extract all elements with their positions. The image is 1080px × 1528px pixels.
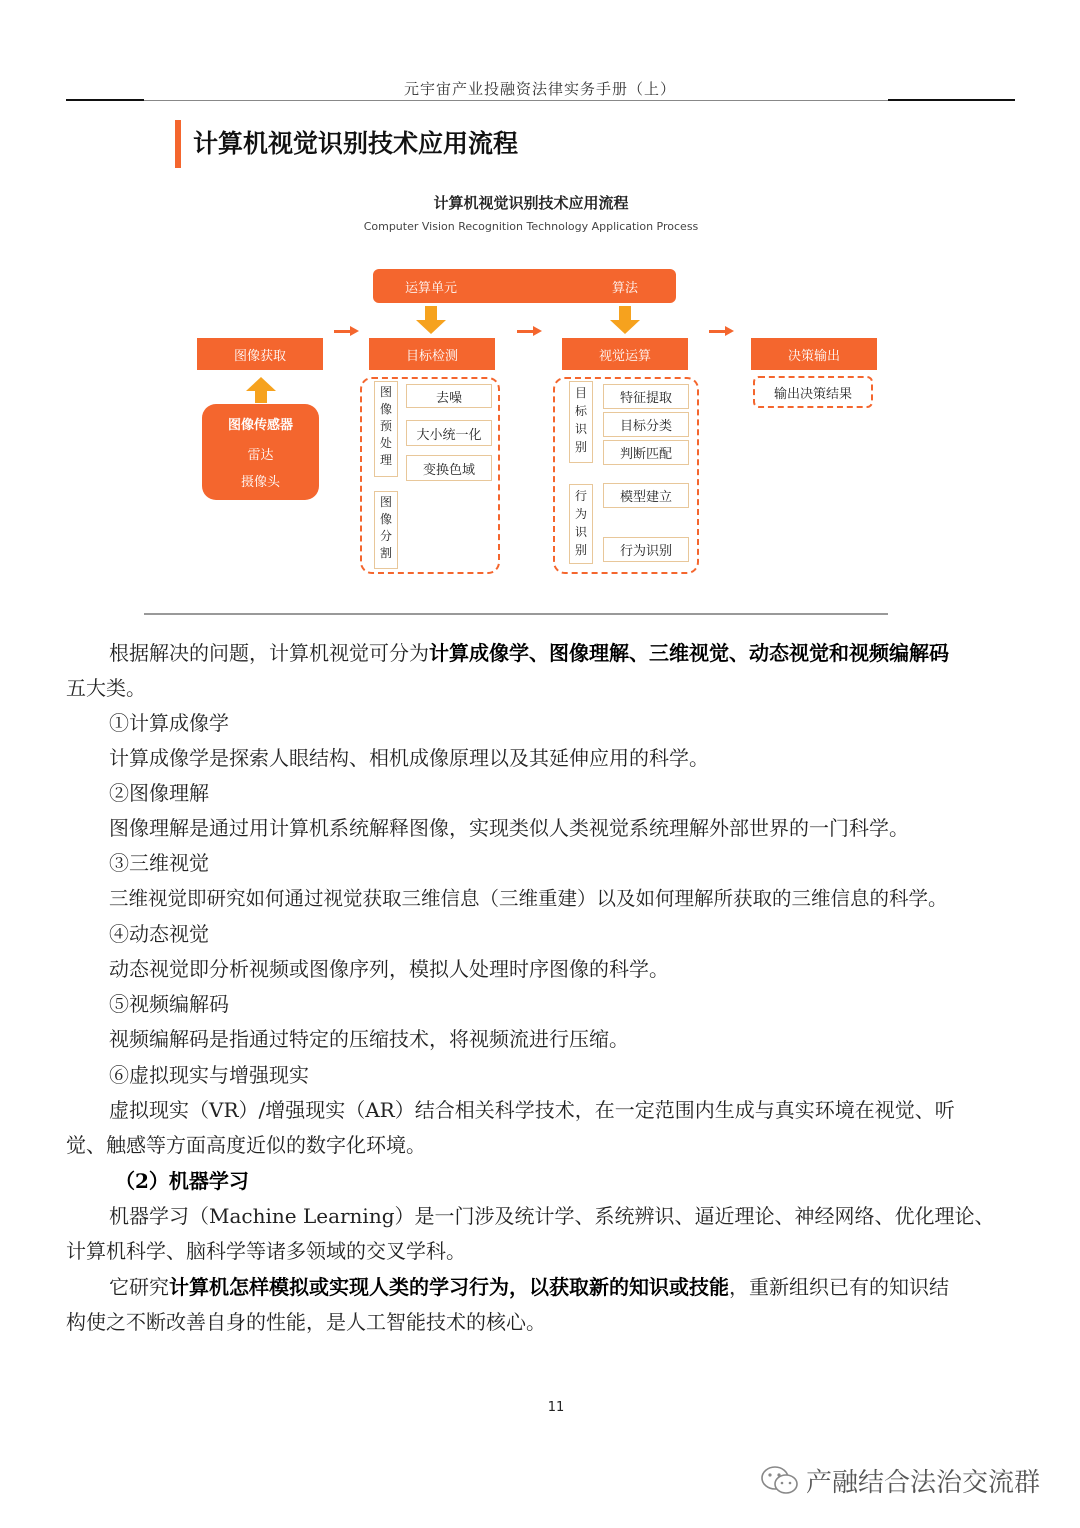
stage-decision-output: 决策输出 <box>751 338 877 370</box>
item-6-heading: ⑥虚拟现实与增强现实 <box>109 1063 309 1087</box>
ml-p2-text-a: 它研究 <box>109 1275 169 1299</box>
preprocess-label: 图像预处理 <box>374 381 398 477</box>
down-arrow-icon <box>416 320 446 334</box>
watermark-text: 产融结合法治交流群 <box>806 1468 1041 1498</box>
page-number: 11 <box>547 1400 565 1415</box>
behavior-recognition-label: 行为识别 <box>569 484 593 564</box>
right-arrow-line <box>517 330 534 333</box>
image-sensor-title: 图像传感器 <box>227 418 293 433</box>
down-arrow-stem-2 <box>619 306 631 320</box>
item-4-text: 动态视觉即分析视频或图像序列，模拟人处理时序图像的科学。 <box>109 957 669 981</box>
diagram-title: 计算机视觉识别技术应用流程 <box>433 194 629 212</box>
item-6-text-line1: 虚拟现实（VR）/增强现实（AR）结合相关科学技术，在一定范围内生成与真实环境在视觉、听 <box>109 1098 955 1122</box>
down-arrow-stem-1 <box>425 306 437 320</box>
ml-paragraph-1-line1: 机器学习（Machine Learning）是一门涉及统计学、系统辨识、逼近理论、神经网络、优化理论、 <box>109 1204 995 1228</box>
intro-text-bold: 计算成像学、图像理解、三维视觉、动态视觉和视频编解码 <box>429 641 949 665</box>
algorithm-label: 算法 <box>611 280 638 296</box>
item-1-text: 计算成像学是探索人眼结构、相机成像原理以及其延伸应用的科学。 <box>109 746 709 770</box>
ml-p2-text-b: ，重新组织已有的知识结 <box>729 1275 949 1299</box>
header-rule-middle <box>144 100 888 101</box>
segment-label: 图像分割 <box>374 491 398 569</box>
ml-heading: （2）机器学习 <box>115 1169 249 1193</box>
diagram-bottom-rule <box>144 613 888 615</box>
item-4-heading: ④动态视觉 <box>109 922 209 946</box>
diagram-subtitle: Computer Vision Recognition Technology Application Process <box>363 220 699 233</box>
target-classify-cell: 目标分类 <box>603 412 689 437</box>
right-arrow-icon <box>725 326 734 336</box>
target-recognition-label: 目标识别 <box>569 381 593 463</box>
item-1-heading: ①计算成像学 <box>109 711 229 735</box>
item-2-heading: ②图像理解 <box>109 781 209 805</box>
color-space-cell: 变换色域 <box>406 455 492 481</box>
resize-cell: 大小统一化 <box>406 420 492 446</box>
header-rule-left <box>66 99 144 101</box>
right-arrow-icon <box>533 326 542 336</box>
item-2-text: 图像理解是通过用计算机系统解释图像，实现类似人类视觉系统理解外部世界的一门科学。 <box>109 816 909 840</box>
down-arrow-icon <box>610 320 640 334</box>
header-rule-right <box>888 99 1015 101</box>
match-judge-cell: 判断匹配 <box>603 440 689 465</box>
item-6-text-line2: 觉、触感等方面高度近似的数字化环境。 <box>66 1133 426 1157</box>
stage-image-acquire: 图像获取 <box>197 338 323 370</box>
model-build-cell: 模型建立 <box>603 483 689 508</box>
denoise-cell: 去噪 <box>406 384 492 408</box>
section-accent-bar <box>175 120 181 168</box>
item-5-text: 视频编解码是指通过特定的压缩技术，将视频流进行压缩。 <box>109 1027 629 1051</box>
section-title: 计算机视觉识别技术应用流程 <box>193 129 519 158</box>
compute-unit-label: 运算单元 <box>405 280 458 296</box>
ml-paragraph-1-line2: 计算机科学、脑科学等诸多领域的交叉学科。 <box>66 1239 466 1263</box>
feature-extract-cell: 特征提取 <box>603 384 689 409</box>
output-result-box: 输出决策结果 <box>753 376 873 408</box>
up-arrow-icon <box>246 377 276 391</box>
right-arrow-icon <box>350 326 359 336</box>
behavior-recognition-cell: 行为识别 <box>603 537 689 562</box>
wechat-icon <box>760 1464 800 1498</box>
ml-p2-text-bold: 计算机怎样模拟或实现人类的学习行为，以获取新的知识或技能 <box>169 1275 729 1299</box>
image-sensor-box <box>202 404 319 500</box>
ml-paragraph-2-line1 <box>66 1270 1016 1305</box>
up-arrow-stem <box>255 391 267 403</box>
item-3-heading: ③三维视觉 <box>109 851 209 875</box>
intro-paragraph <box>66 636 1016 671</box>
compute-algorithm-bar <box>373 269 676 303</box>
right-arrow-line <box>709 330 726 333</box>
intro-paragraph-line2: 五大类。 <box>66 676 146 700</box>
stage-target-detect: 目标检测 <box>369 338 495 370</box>
right-arrow-line <box>334 330 351 333</box>
ml-paragraph-2-line2: 构使之不断改善自身的性能，是人工智能技术的核心。 <box>66 1310 546 1334</box>
stage-vision-compute: 视觉运算 <box>562 338 688 370</box>
item-5-heading: ⑤视频编解码 <box>109 992 229 1016</box>
sensor-camera: 摄像头 <box>240 475 280 490</box>
item-3-text: 三维视觉即研究如何通过视觉获取三维信息（三维重建）以及如何理解所获取的三维信息的科学。 <box>109 887 948 910</box>
intro-text-a: 根据解决的问题，计算机视觉可分为 <box>109 641 429 665</box>
sensor-radar: 雷达 <box>247 448 274 463</box>
running-header: 元宇宙产业投融资法律实务手册（上） <box>403 80 676 98</box>
